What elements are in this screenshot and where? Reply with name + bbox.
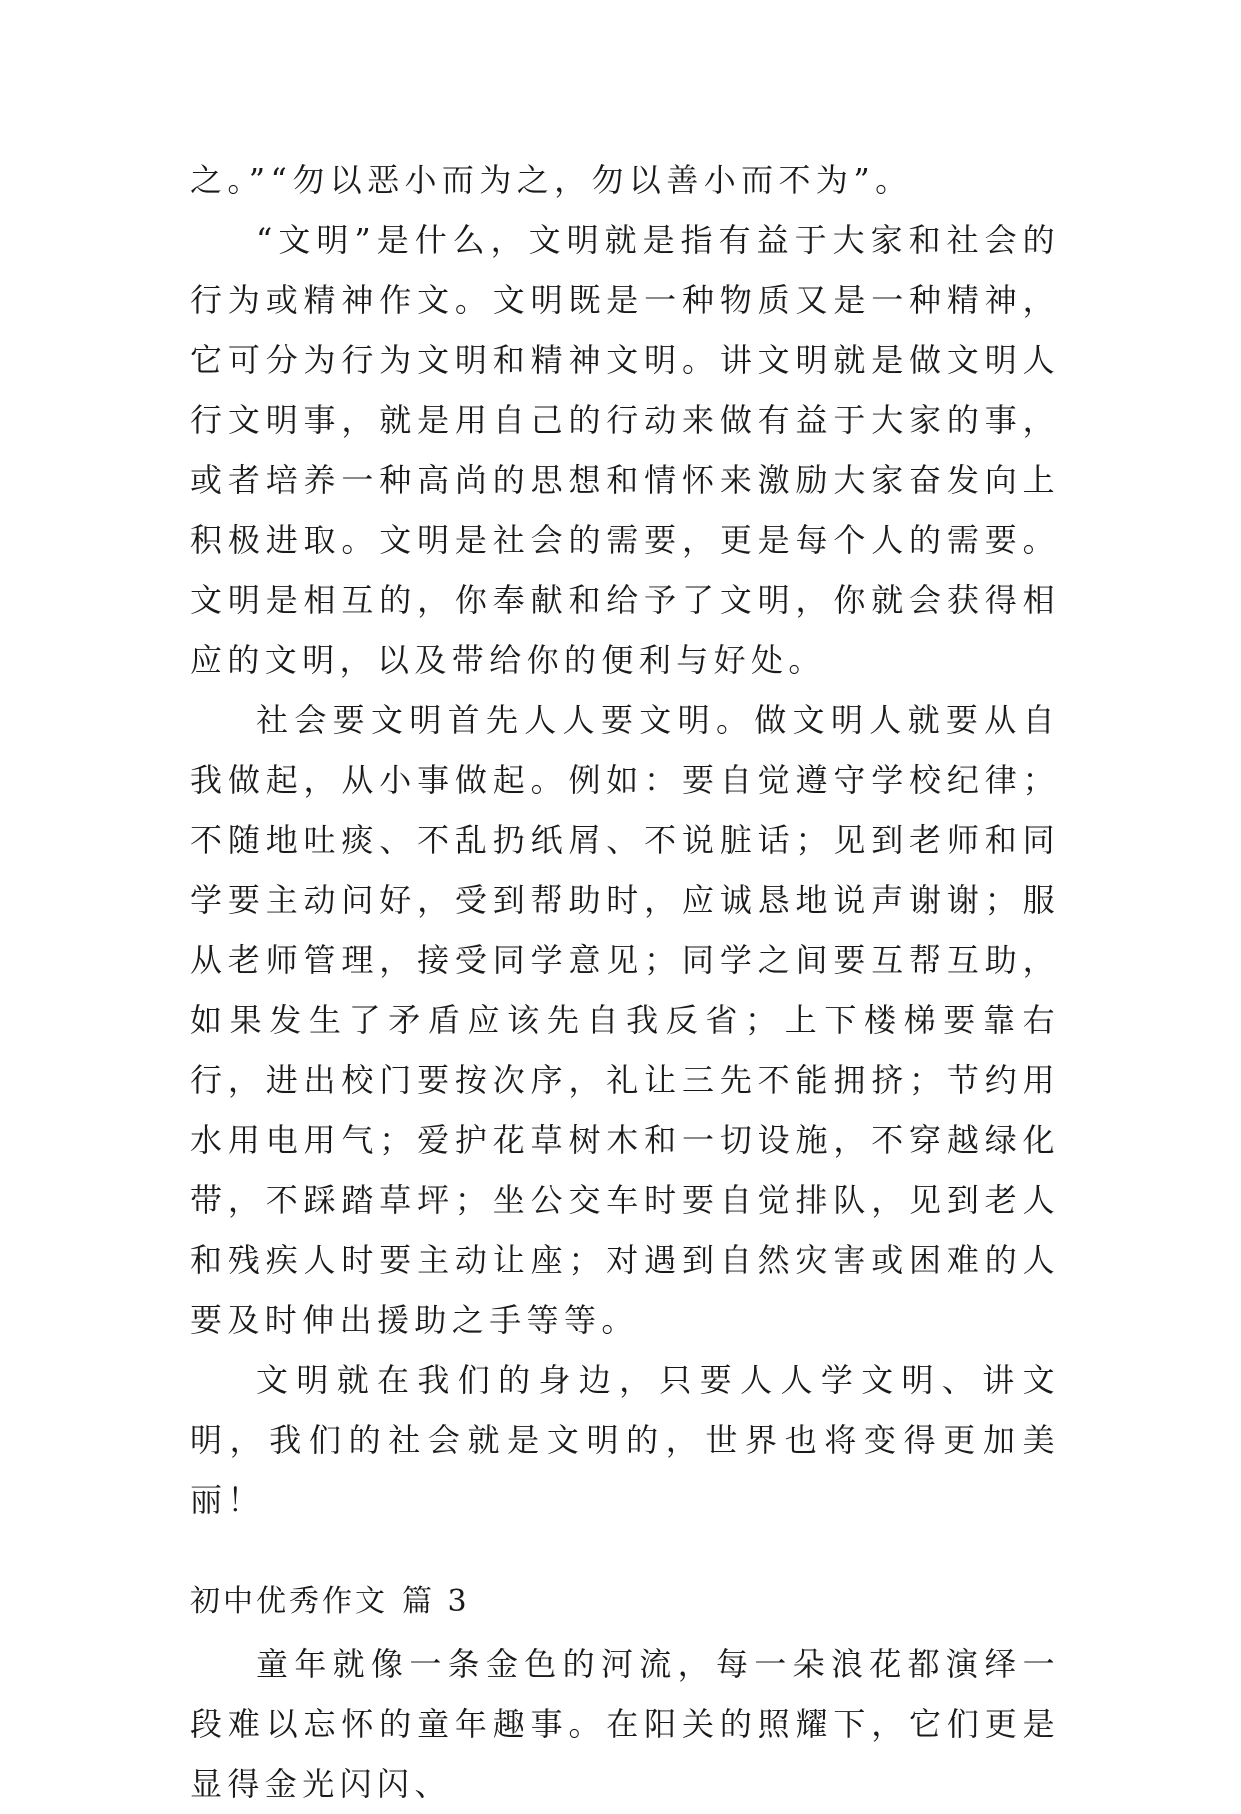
document-body	[190, 150, 1060, 1814]
paragraph-civilization-definition: “文明”是什么，文明就是指有益于大家和社会的行为或精神作文。文明既是一种物质又是一种精神，它可分为行为文明和精神文明。讲文明就是做文明人行文明事，就是用自己的行动来做有益于大家的事，或者培养一种高尚的思想和情怀来激励大家奋发向上积极进取。文明是社会的需要，更是每个人的需要。文明是相互的，你奉献和给予了文明，你就会获得相应的文明，以及带给你的便利与好处。	[190, 221, 1060, 679]
section-heading	[190, 1570, 1060, 1634]
paragraph-civilization-conclusion: 文明就在我们的身边，只要人人学文明、讲文明，我们的社会就是文明的，世界也将变得更加美丽！	[190, 1361, 1060, 1519]
section-title: 初中优秀作文	[190, 1584, 388, 1619]
paragraph-childhood-intro: 童年就像一条金色的河流，每一朵浪花都演绎一段难以忘怀的童年趣事。在阳关的照耀下，它们更是显得金光闪闪、	[190, 1645, 1060, 1803]
paragraph-civilization-practice: 社会要文明首先人人要文明。做文明人就要从自我做起，从小事做起。例如：要自觉遵守学校纪律；不随地吐痰、不乱扔纸屑、不说脏话；见到老师和同学要主动问好，受到帮助时，应诚恳地说声谢谢；服从老师管理，接受同学意见；同学之间要互帮互助，如果发生了矛盾应该先自我反省；上下楼梯要靠右行，进出校门要按次序，礼让三先不能拥挤；节约用水用电用气；爱护花草树木和一切设施，不穿越绿化带，不踩踏草坪；坐公交车时要自觉排队，见到老人和残疾人时要主动让座；对遇到自然灾害或困难的人要及时伸出援助之手等等。	[190, 701, 1060, 1339]
section-number: 篇 3	[402, 1584, 470, 1619]
paragraph-continuation: 之。”“勿以恶小而为之，勿以善小而不为”。	[190, 161, 913, 199]
